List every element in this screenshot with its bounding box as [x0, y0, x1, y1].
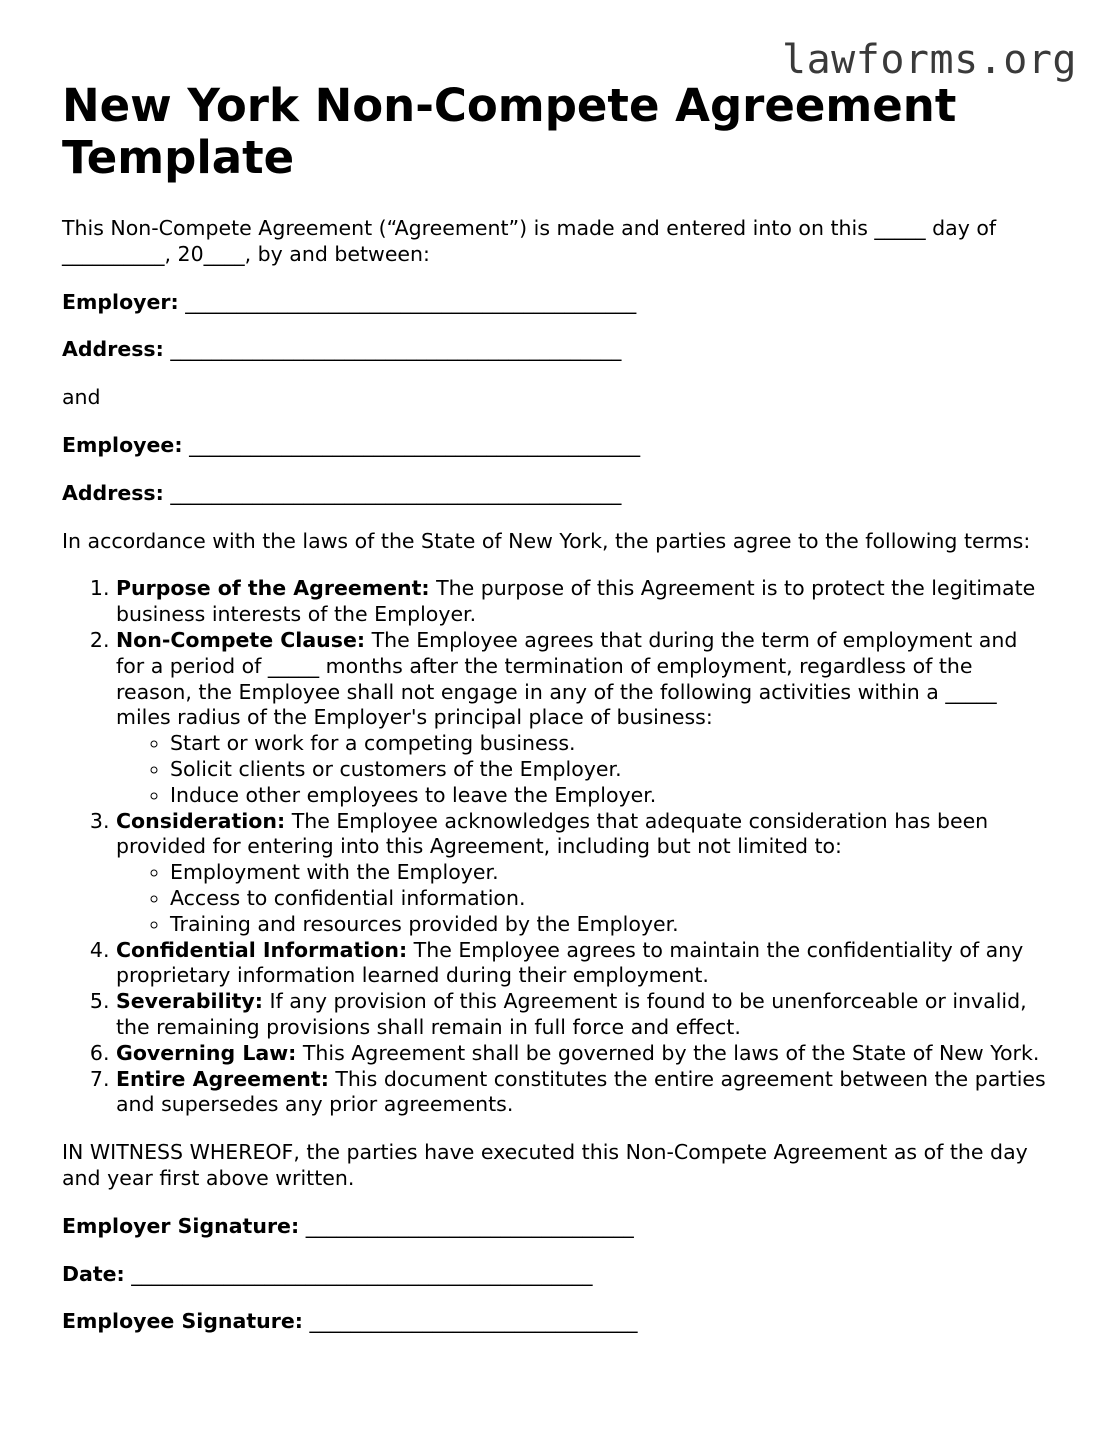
term-text: The Employee acknowledges that adequate consideration has been provided for entering into this Agreement, including but not limited to:: [116, 808, 989, 859]
sub-item: ◦ Start or work for a competing business.: [170, 731, 1052, 757]
employee-label: Employee:: [62, 432, 183, 457]
sub-item: ◦ Solicit clients or customers of the Employer.: [170, 757, 1052, 783]
term-text: The Employee agrees to maintain the confidentiality of any proprietary information learned during their employment.: [116, 937, 1024, 988]
term-heading: Non-Compete Clause:: [116, 627, 366, 652]
term-item: [116, 938, 1052, 990]
site-watermark: lawforms.org: [782, 37, 1077, 83]
employer-label: Employer:: [62, 289, 179, 314]
term-heading: Confidential Information:: [116, 937, 408, 962]
witness-paragraph: IN WITNESS WHEREOF, the parties have executed this Non-Compete Agreement as of the day and year first above written.: [62, 1140, 1028, 1190]
sub-item: ◦ Induce other employees to leave the Employer.: [170, 783, 1052, 809]
employer-signature-field: [62, 1214, 1052, 1240]
sub-item: ◦ Access to confidential information.: [170, 886, 1052, 912]
term-text: If any provision of this Agreement is found to be unenforceable or invalid, the remaining provisions shall remain in full force and effect.: [116, 989, 1027, 1039]
employee-signature-label: Employee Signature:: [62, 1309, 303, 1334]
employee-field: [62, 433, 1052, 459]
employee-address-label: Address:: [62, 480, 164, 505]
employer-address-blank: ____________________________________________: [170, 337, 622, 362]
term-text: This document constitutes the entire agreement between the parties and supersedes any prior agreements.: [116, 1066, 1046, 1117]
term-heading: Consideration:: [116, 808, 286, 833]
employer-signature-blank: ________________________________: [305, 1213, 634, 1238]
term-item: [116, 989, 1052, 1041]
sub-list: [116, 731, 1052, 808]
term-text: This Agreement shall be governed by the laws of the State of New York.: [296, 1040, 1040, 1065]
term-heading: Entire Agreement:: [116, 1066, 329, 1091]
sub-list: [116, 860, 1052, 937]
terms-list: [62, 576, 1052, 1118]
employer-address-label: Address:: [62, 337, 164, 362]
employer-field: [62, 290, 1052, 316]
sub-item: ◦ Employment with the Employer.: [170, 860, 1052, 886]
employee-signature-blank: ________________________________: [309, 1309, 638, 1334]
term-heading: Purpose of the Agreement:: [116, 576, 430, 601]
term-heading: Governing Law:: [116, 1040, 297, 1065]
and-text: and: [62, 385, 101, 410]
sub-item: ◦ Training and resources provided by the Employer.: [170, 912, 1052, 938]
employee-address-blank: ____________________________________________: [170, 480, 622, 505]
employer-blank: ____________________________________________: [185, 289, 637, 314]
intro-paragraph: This Non-Compete Agreement (“Agreement”) is made and entered into on this _____ day of __________, 20____, by and between:: [62, 216, 997, 266]
document-page: [62, 80, 1052, 1335]
term-item: [116, 576, 1052, 628]
term-text: The Employee agrees that during the term of employment and for a period of _____ months after the termination of employment, regardless of the reason, the Employee shall not engage in any of the following activities within a _____ miles radius of the Employer's principal place of business:: [116, 627, 1018, 730]
date-field: [62, 1262, 1052, 1288]
employee-address-field: [62, 481, 1052, 507]
employee-blank: ____________________________________________: [189, 432, 641, 457]
employer-address-field: [62, 337, 1052, 363]
employer-signature-label: Employer Signature:: [62, 1213, 300, 1238]
term-item: [116, 628, 1052, 809]
term-item: [116, 809, 1052, 938]
page-title: New York Non-Compete Agreement Template: [62, 79, 957, 184]
term-heading: Severability:: [116, 989, 263, 1014]
accordance-paragraph: In accordance with the laws of the State of New York, the parties agree to the following terms:: [62, 528, 1031, 553]
employee-signature-field: [62, 1309, 1052, 1335]
term-item: [116, 1067, 1052, 1119]
term-item: [116, 1041, 1052, 1067]
date-label: Date:: [62, 1261, 125, 1286]
term-text: The purpose of this Agreement is to protect the legitimate business interests of the Employer.: [116, 576, 1036, 627]
date-blank: _____________________________________________: [131, 1261, 593, 1286]
